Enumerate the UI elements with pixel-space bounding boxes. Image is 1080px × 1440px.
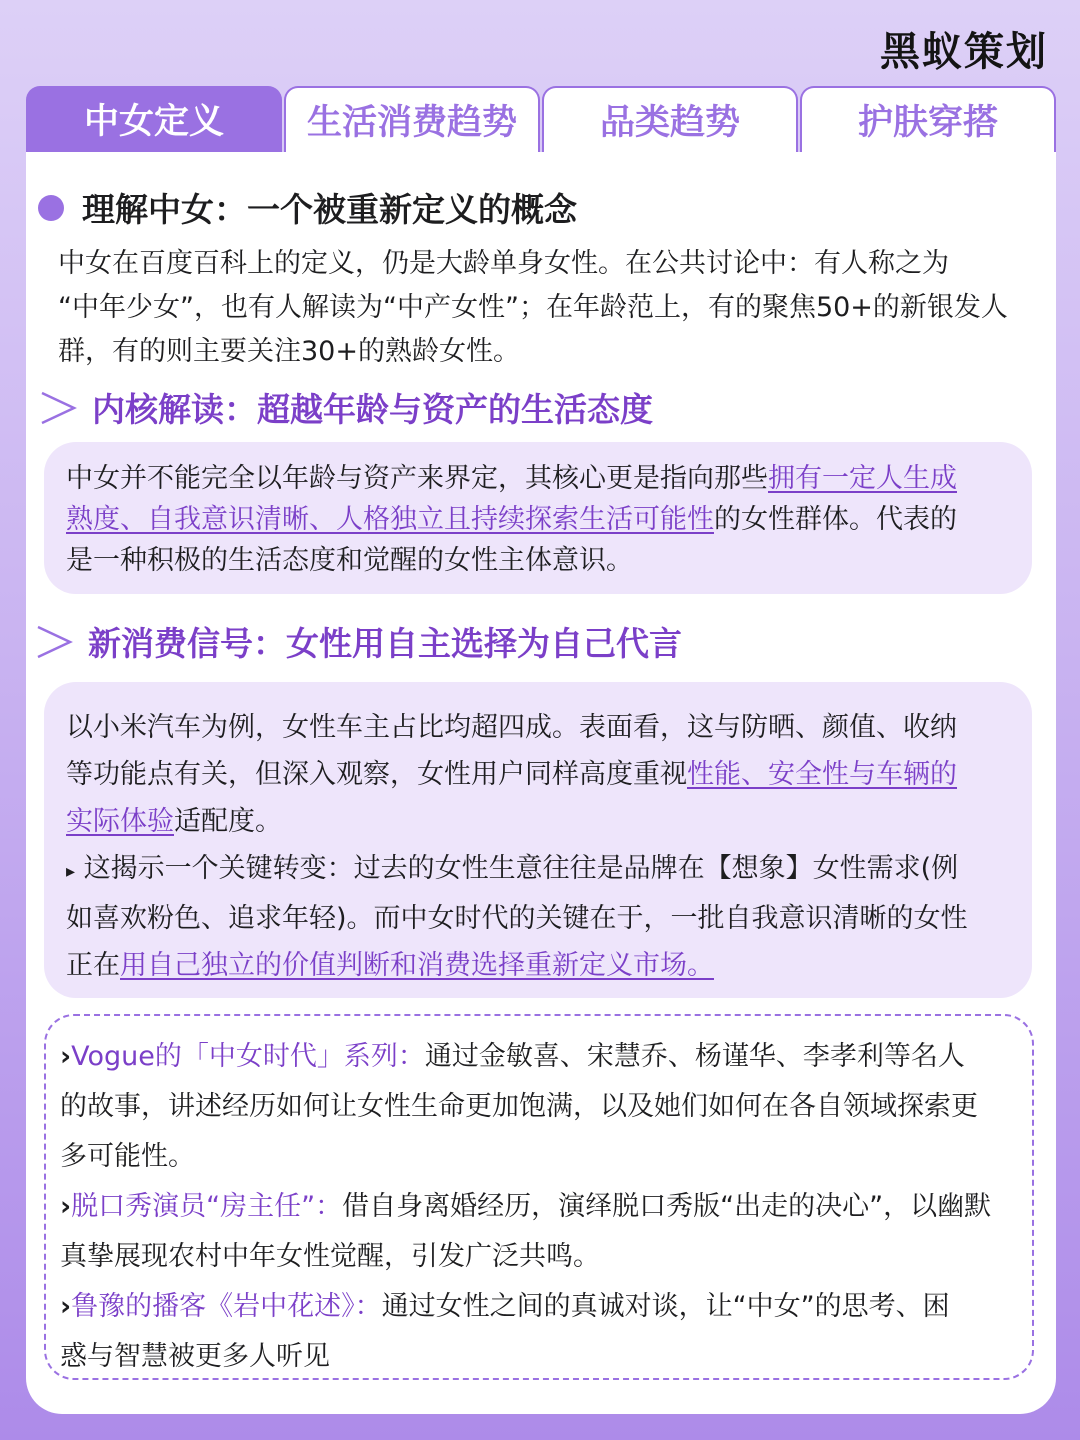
content-card [26, 152, 1056, 1414]
section3-title: 新消费信号：女性用自主选择为自己代言 [88, 624, 682, 663]
section2-title: 内核解读：超越年龄与资产的生活态度 [92, 390, 653, 429]
outline-arrow-icon [40, 391, 78, 425]
section3-heading [36, 618, 682, 665]
section3-line: 实际体验适配度。 [66, 806, 282, 837]
chevron-right-icon: › [60, 1191, 72, 1222]
examples-body [60, 1032, 1020, 1382]
outline-arrow-icon [36, 625, 74, 659]
highlight-text: 拥有一定人生成 [768, 463, 957, 494]
section3-line: 如喜欢粉色、追求年轻)。而中女时代的关键在于，一批自我意识清晰的女性 [66, 903, 968, 934]
section1-line: 中女在百度百科上的定义，仍是大龄单身女性。在公共讨论中：有人称之为 [58, 248, 949, 279]
highlight-text: 性能、安全性与车辆的 [687, 759, 957, 790]
section3-box [44, 682, 1032, 998]
tab-definition[interactable]: 中女定义 [26, 86, 282, 152]
section2-body [66, 458, 1016, 581]
section1-heading [38, 184, 577, 231]
section2-heading [40, 384, 653, 431]
section3-line: 等功能点有关，但深入观察，女性用户同样高度重视性能、安全性与车辆的 [66, 759, 957, 790]
tab-skincare-outfit[interactable]: 护肤穿搭 [800, 86, 1056, 152]
example-item: ›Vogue的「中女时代」系列：通过金敏喜、宋慧乔、杨谨华、李孝利等名人 的故事，讲述经历如何让女性生命更加饱满，以及她们如何在各自领域探索更 多可能性。 [60, 1041, 978, 1172]
section3-body [66, 704, 1016, 989]
section1-body [58, 242, 1038, 374]
tab-lifestyle-trends[interactable]: 生活消费趋势 [284, 86, 540, 152]
brand-logo-text: 黑蚁策划 [880, 29, 1048, 75]
example-item: ›鲁豫的播客《岩中花述》：通过女性之间的真诚对谈，让“中女”的思考、困 惑与智慧被更多人听见 [60, 1291, 950, 1372]
chevron-right-icon: › [60, 1291, 72, 1322]
section2-line: 中女并不能完全以年龄与资产来界定，其核心更是指向那些拥有一定人生成 [66, 463, 957, 494]
section3-line: 正在用自己独立的价值判断和消费选择重新定义市场。 [66, 950, 714, 981]
bullet-dot-icon [38, 195, 64, 221]
tab-category-trends[interactable]: 品类趋势 [542, 86, 798, 152]
highlight-text: 实际体验 [66, 806, 174, 837]
section3-line: ▸ 这揭示一个关键转变：过去的女性生意往往是品牌在【想象】女性需求(例 [66, 853, 959, 884]
section1-title: 理解中女：一个被重新定义的概念 [82, 190, 577, 229]
section1-line: “中年少女”，也有人解读为“中产女性”；在年龄范上，有的聚焦50+的新银发人 [58, 292, 1008, 323]
section2-line: 熟度、自我意识清晰、人格独立且持续探索生活可能性的女性群体。代表的 [66, 504, 957, 535]
triangle-bullet-icon: ▸ [66, 861, 76, 882]
example-title: 鲁豫的播客《岩中花述》： [71, 1291, 382, 1322]
example-title: 脱口秀演员“房主任”： [71, 1191, 343, 1222]
section2-box [44, 442, 1032, 594]
section3-line: 以小米汽车为例，女性车主占比均超四成。表面看，这与防晒、颜值、收纳 [66, 712, 957, 743]
chevron-right-icon: › [60, 1041, 72, 1072]
highlight-text: 用自己独立的价值判断和消费选择重新定义市场。 [120, 950, 714, 981]
example-title: Vogue的「中女时代」系列： [71, 1041, 425, 1072]
highlight-text: 熟度、自我意识清晰、人格独立且持续探索生活可能性 [66, 504, 714, 535]
example-item: ›脱口秀演员“房主任”：借自身离婚经历，演绎脱口秀版“出走的决心”，以幽默 真挚展现农村中年女性觉醒，引发广泛共鸣。 [60, 1191, 992, 1272]
examples-box [44, 1014, 1034, 1380]
tab-bar [26, 86, 1056, 154]
section2-line: 是一种积极的生活态度和觉醒的女性主体意识。 [66, 545, 633, 576]
section1-line: 群，有的则主要关注30+的熟龄女性。 [58, 336, 520, 367]
